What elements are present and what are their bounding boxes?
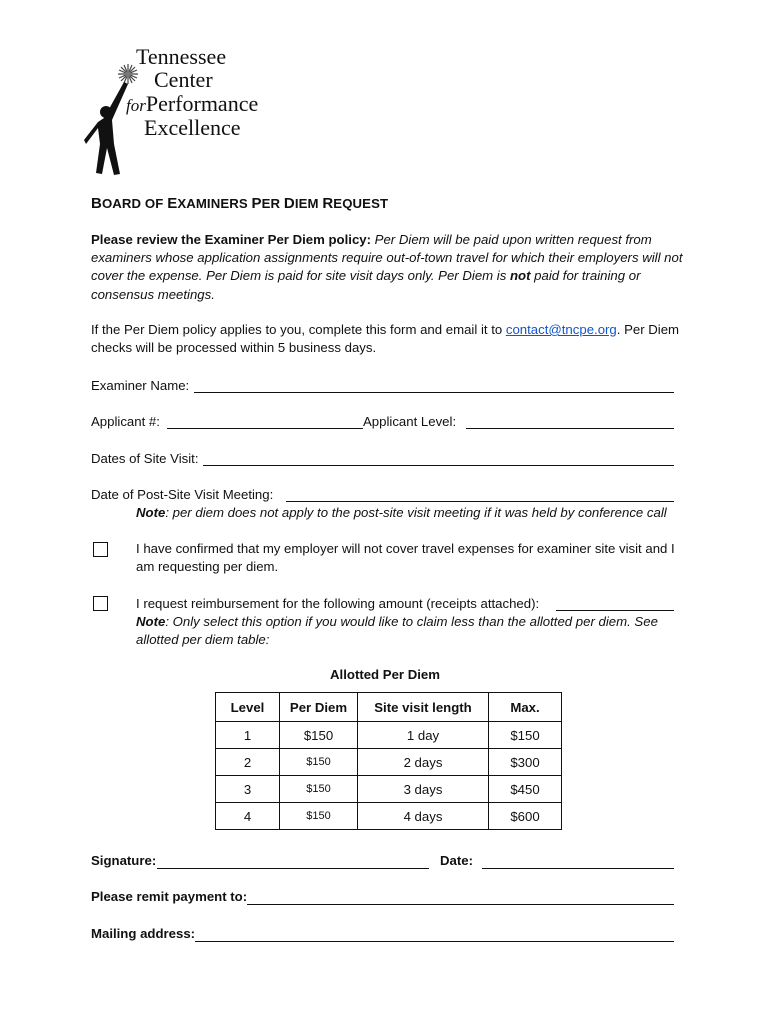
cell-max: $450 [489,776,562,803]
cell-level: 2 [216,749,280,776]
cell-per-diem: $150 [280,749,358,776]
logo-line-2: Center [154,67,213,92]
dates-site-visit-field[interactable] [203,465,674,466]
applicant-number-field[interactable] [167,428,363,429]
policy-lead: Please review the Examiner Per Diem policy: [91,232,372,247]
cell-per-diem: $150 [280,803,358,830]
page-title: BOARD OF EXAMINERS PER DIEM REQUEST [91,195,389,212]
policy-not: not [510,268,531,284]
logo-line-1: Tennessee [136,44,227,69]
post-site-note [136,504,667,522]
table-row [216,749,562,776]
header-per-diem: Per Diem [280,693,358,722]
cell-level: 3 [216,776,280,803]
cell-max: $150 [489,722,562,749]
header-max: Max. [489,693,562,722]
header-site-visit-length: Site visit length [358,693,489,722]
cell-max: $300 [489,749,562,776]
table-row [216,803,562,830]
table-row [216,776,562,803]
header-level: Level [216,693,280,722]
reimbursement-amount-field[interactable] [556,610,674,611]
cell-length: 4 days [358,803,489,830]
policy-text-2: paid for training or consensus meetings. [91,268,641,302]
mailing-address-field[interactable] [195,941,674,942]
remit-payment-label: Please remit payment to: [91,889,248,904]
date-field[interactable] [482,868,674,869]
cell-length: 2 days [358,749,489,776]
reimb-note-text: : Only select this option if you would like to claim less than the allotted per diem. See allotted per diem table: [136,614,658,648]
email-text-1: If the Per Diem policy applies to you, complete this form and email it to [91,322,506,337]
tncpe-logo [84,40,304,180]
date-label: Date: [440,853,473,868]
applicant-level-label: Applicant Level: [363,414,457,429]
reimbursement-text: I request reimbursement for the following amount (receipts attached): [136,596,540,611]
table-header-row [216,693,562,722]
remit-payment-field[interactable] [247,904,674,905]
mailing-address-label: Mailing address: [91,926,196,941]
cell-max: $600 [489,803,562,830]
email-link[interactable]: contact@tncpe.org [505,322,617,337]
reimb-note-label: Note [136,614,166,629]
note-text: : per diem does not apply to the post-site visit meeting if it was held by conference call [165,505,667,520]
post-site-meeting-label: Date of Post-Site Visit Meeting: [91,487,274,502]
employer-confirm-checkbox[interactable] [93,542,108,557]
employer-confirm-text: I have confirmed that my employer will not cover travel expenses for examiner site visit and I am requesting per diem. [136,541,675,575]
dates-site-visit-label: Dates of Site Visit: [91,451,199,466]
policy-paragraph [91,231,691,304]
applicant-level-field[interactable] [466,428,674,429]
cell-per-diem: $150 [280,776,358,803]
examiner-name-label: Examiner Name: [91,378,190,393]
cell-length: 1 day [358,722,489,749]
policy-text-1: Per Diem will be paid upon written request from examiners whose application assignments require out-of-town travel for which their employers will not cover the expense. Per Diem is paid for site visit days only. Per Diem is [91,232,683,284]
allotted-per-diem-table [215,692,562,830]
signature-field[interactable] [157,868,429,869]
cell-per-diem: $150 [280,722,358,749]
logo-line-4: Excellence [144,115,241,140]
cell-level: 4 [216,803,280,830]
post-site-meeting-field[interactable] [286,501,674,502]
examiner-name-field[interactable] [194,392,674,393]
reimbursement-note [136,613,696,649]
cell-level: 1 [216,722,280,749]
signature-label: Signature: [91,853,157,868]
allotted-per-diem-title: Allotted Per Diem [330,667,440,682]
applicant-number-label: Applicant #: [91,414,160,429]
email-paragraph [91,321,691,357]
logo-for: for [126,96,146,115]
note-label: Note [136,505,166,520]
reimbursement-checkbox[interactable] [93,596,108,611]
table-row [216,722,562,749]
cell-length: 3 days [358,776,489,803]
logo-performance: Performance [145,91,259,116]
logo-line-3 [126,93,258,115]
email-text-2: . Per Diem checks will be processed within 5 business days. [91,322,680,356]
